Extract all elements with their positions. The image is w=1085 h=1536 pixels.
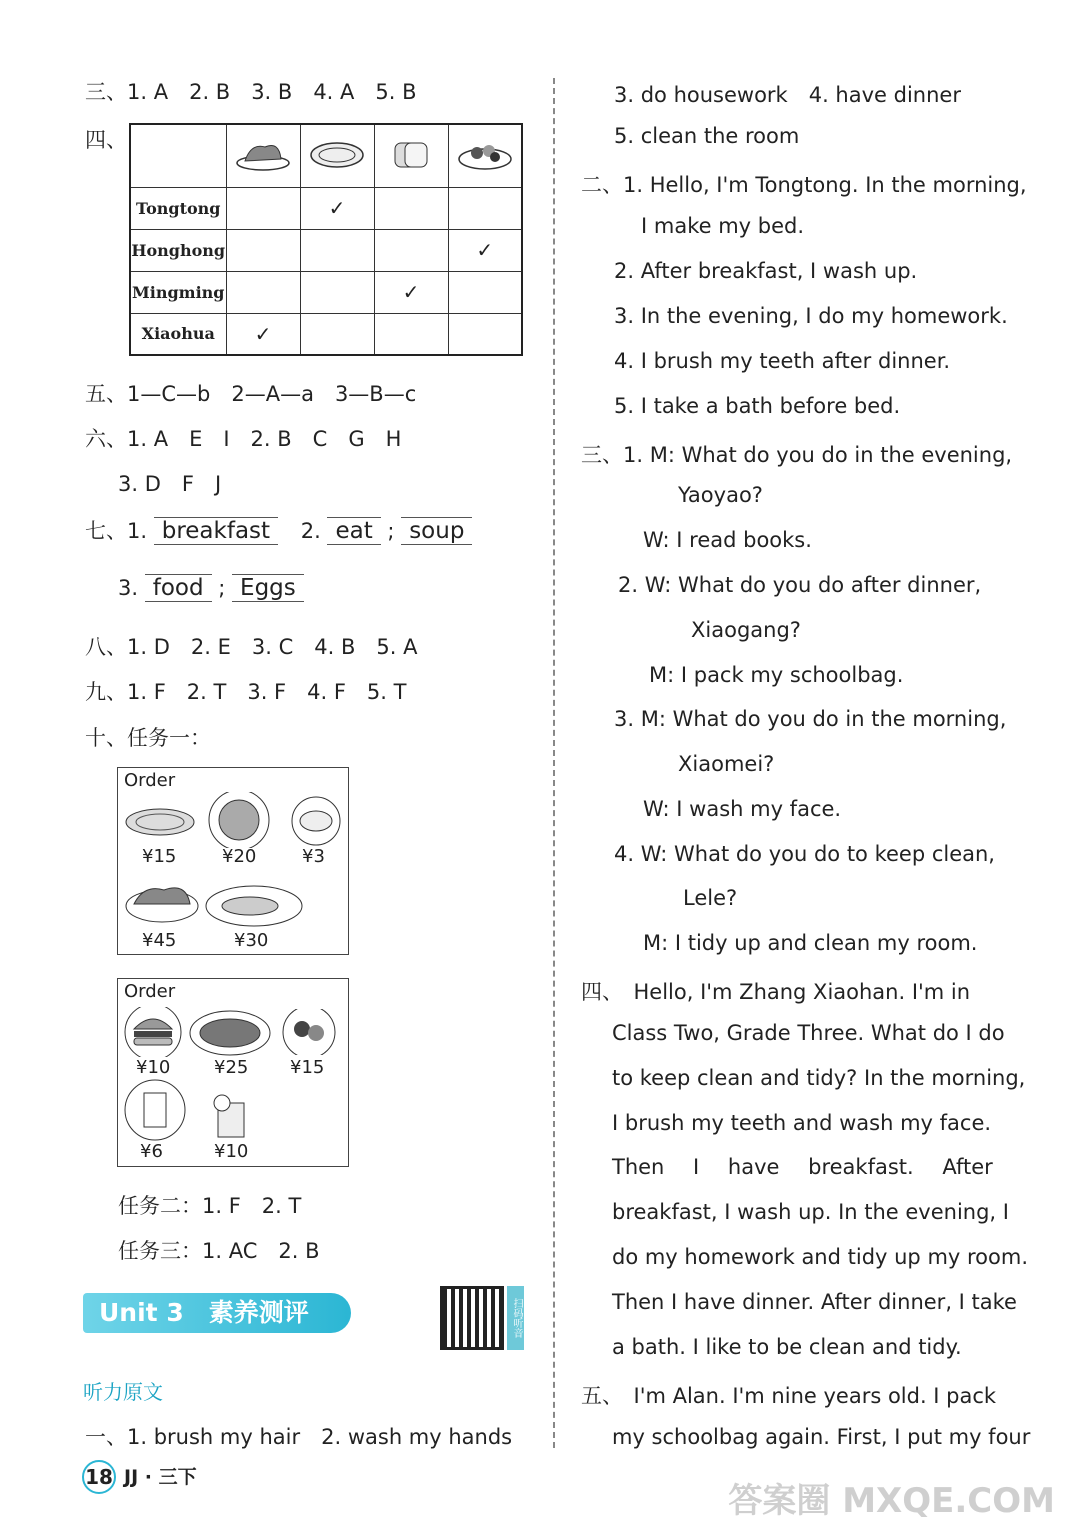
listening-title: 听力原文: [83, 1380, 163, 1404]
check-cell: [300, 313, 374, 355]
right-line: 二、1. Hello, I'm Tongtong. In the morning,: [581, 173, 1027, 197]
right-line: I brush my teeth and wash my face.: [612, 1111, 992, 1135]
watermark: 答案圈 MXQE.COM: [728, 1481, 1055, 1521]
task-2-answers: 任务二：1. F 2. T: [118, 1194, 302, 1218]
table-row: [130, 271, 522, 313]
answer-word: Eggs: [232, 574, 304, 602]
check-cell: ✓: [448, 229, 522, 271]
right-line: Class Two, Grade Three. What do I do: [612, 1021, 1005, 1045]
right-line: 3. M: What do you do in the morning,: [614, 707, 1007, 731]
food-icon-soup: [206, 792, 272, 848]
check-cell: [226, 271, 300, 313]
right-line: do my homework and tidy up my room.: [612, 1245, 1029, 1269]
page-number: 18: [82, 1460, 116, 1494]
order-box-1: [117, 767, 349, 955]
answer-word: eat: [327, 517, 380, 545]
right-line: 三、1. M: What do you do in the evening,: [581, 443, 1013, 467]
check-cell: [374, 187, 448, 229]
answer-word: breakfast: [154, 517, 278, 545]
right-line: my schoolbag again. First, I put my four: [612, 1425, 1031, 1449]
listening-section-1: 一、1. brush my hair 2. wash my hands: [85, 1425, 513, 1449]
table-corner: [130, 124, 226, 187]
table-row: [130, 187, 522, 229]
food-icon-vegetables: [280, 1009, 338, 1055]
column-divider: [553, 78, 555, 1448]
food-icon-pizza: [124, 802, 196, 838]
section-5-answers: 五、1—C—b 2—A—a 3—B—c: [85, 382, 417, 406]
qr-tag: 扫码听音: [507, 1286, 524, 1350]
section-10-label: 十、任务一：: [85, 726, 211, 750]
food-icon-fish: [204, 884, 304, 928]
separator: ;: [218, 576, 226, 600]
right-line: 3. do housework 4. have dinner: [614, 83, 961, 107]
section-7-prefix: 七、1.: [85, 519, 148, 543]
right-line: W: I wash my face.: [643, 797, 842, 821]
check-cell: ✓: [374, 271, 448, 313]
right-line: to keep clean and tidy? In the morning,: [612, 1066, 1026, 1090]
check-cell: [448, 271, 522, 313]
separator: ;: [387, 519, 395, 543]
food-icon-rice: [288, 796, 344, 846]
section-9-answers: 九、1. F 2. T 3. F 4. F 5. T: [85, 680, 407, 704]
food-icon-waffle: [188, 1009, 272, 1057]
check-cell: [448, 187, 522, 229]
right-line: Then I have breakfast. After: [612, 1155, 993, 1179]
check-cell: [448, 313, 522, 355]
section-7-row-2: [118, 574, 304, 602]
order-label: Order: [124, 770, 176, 791]
unit-3-banner: Unit 3 素养测评: [83, 1293, 351, 1333]
check-cell: [226, 187, 300, 229]
price: ¥6: [140, 1141, 163, 1162]
order-label: Order: [124, 981, 176, 1002]
row-name: Honghong: [130, 229, 226, 271]
right-line: 4. W: What do you do to keep clean,: [614, 842, 995, 866]
right-line: 2. W: What do you do after dinner,: [618, 573, 982, 597]
food-icon-milk: [122, 1079, 188, 1141]
task-3-answers: 任务三：1. AC 2. B: [118, 1239, 320, 1263]
right-line: breakfast, I wash up. In the evening, I: [612, 1200, 1009, 1224]
row-name: Xiaohua: [130, 313, 226, 355]
price: ¥15: [142, 846, 177, 867]
price: ¥15: [290, 1057, 325, 1078]
food-image-bread: [374, 124, 448, 187]
food-image-vegetables: [448, 124, 522, 187]
right-line: 3. In the evening, I do my homework.: [614, 304, 1008, 328]
price: ¥3: [302, 846, 325, 867]
row-name: Tongtong: [130, 187, 226, 229]
right-line: M: I tidy up and clean my room.: [643, 931, 978, 955]
food-image-chicken: [226, 124, 300, 187]
order-box-2: [117, 978, 349, 1167]
food-image-pizza: [300, 124, 374, 187]
check-cell: [226, 229, 300, 271]
item-number: 3.: [118, 576, 139, 600]
table-row: [130, 229, 522, 271]
item-number: 2.: [300, 519, 321, 543]
table-row: [130, 313, 522, 355]
right-line: 5. clean the room: [614, 124, 800, 148]
check-cell: [300, 271, 374, 313]
check-cell: [374, 313, 448, 355]
right-line: Xiaomei?: [678, 752, 775, 776]
right-line: a bath. I like to be clean and tidy.: [612, 1335, 962, 1359]
right-line: 5. I take a bath before bed.: [614, 394, 901, 418]
answer-word: food: [145, 574, 212, 602]
food-icon-juice: [208, 1089, 256, 1141]
check-cell: ✓: [226, 313, 300, 355]
section-6-answers-b: 3. D F J: [118, 472, 222, 496]
right-line: Xiaogang?: [691, 618, 801, 642]
footer-label: JJ · 三下: [124, 1466, 197, 1488]
section-3-answers: 三、1. A 2. B 3. B 4. A 5. B: [85, 80, 417, 104]
answer-word: soup: [401, 517, 472, 545]
check-cell: [300, 229, 374, 271]
right-line: 四、 Hello, I'm Zhang Xiaohan. I'm in: [581, 980, 971, 1004]
right-line: 五、 I'm Alan. I'm nine years old. I pack: [581, 1384, 997, 1408]
right-line: W: I read books.: [643, 528, 812, 552]
right-line: M: I pack my schoolbag.: [649, 663, 904, 687]
section-4-label: 四、: [85, 128, 127, 152]
price: ¥20: [222, 846, 257, 867]
row-name: Mingming: [130, 271, 226, 313]
check-cell: ✓: [300, 187, 374, 229]
price: ¥10: [136, 1057, 171, 1078]
section-7-row-1: [85, 515, 472, 545]
right-line: Yaoyao?: [678, 483, 763, 507]
right-line: Lele?: [683, 886, 738, 910]
section-8-answers: 八、1. D 2. E 3. C 4. B 5. A: [85, 635, 418, 659]
right-line: Then I have dinner. After dinner, I take: [612, 1290, 1017, 1314]
right-line: I make my bed.: [641, 214, 805, 238]
food-check-table: [129, 123, 523, 356]
section-6-answers-a: 六、1. A E I 2. B C G H: [85, 427, 402, 451]
price: ¥25: [214, 1057, 249, 1078]
right-line: 2. After breakfast, I wash up.: [614, 259, 918, 283]
right-line: 4. I brush my teeth after dinner.: [614, 349, 951, 373]
price: ¥45: [142, 930, 177, 951]
check-cell: [374, 229, 448, 271]
food-icon-chicken: [124, 876, 204, 926]
food-icon-hamburger: [122, 1007, 184, 1057]
qr-code-icon[interactable]: [440, 1286, 504, 1350]
price: ¥10: [214, 1141, 249, 1162]
price: ¥30: [234, 930, 269, 951]
